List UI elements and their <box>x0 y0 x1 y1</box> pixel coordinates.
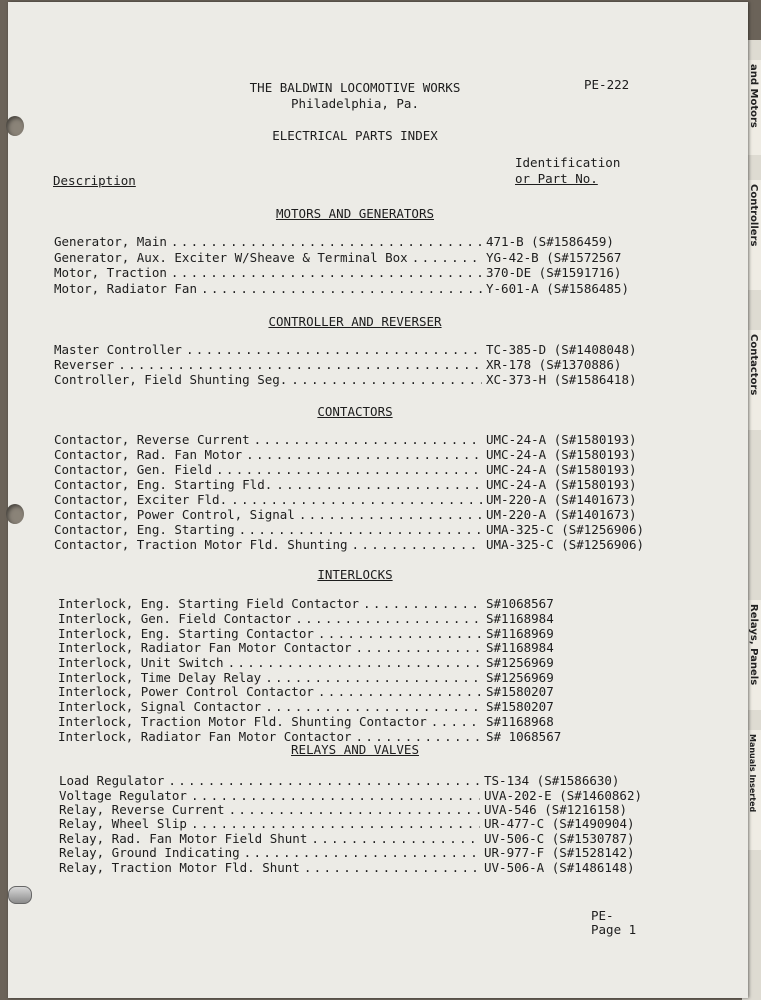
tab-label: and Motors <box>748 64 759 128</box>
list-item <box>54 357 644 372</box>
item-description: Interlock, Unit Switch <box>58 655 224 670</box>
list-item <box>54 477 644 492</box>
item-description: Relay, Reverse Current <box>59 802 225 817</box>
item-part-number: TC-385-D (S#1408048) <box>486 342 637 357</box>
item-part-number: S# 1068567 <box>486 729 562 744</box>
company-name: THE BALDWIN LOCOMOTIVE WORKS <box>249 80 461 95</box>
leader-dots <box>246 447 482 462</box>
list-item <box>59 788 642 803</box>
item-description: Interlock, Power Control Contactor <box>58 684 314 699</box>
item-part-number: S#1168968 <box>486 714 554 729</box>
item-description: Interlock, Eng. Starting Field Contactor <box>58 596 360 611</box>
item-description: Contactor, Reverse Current <box>54 432 250 447</box>
leader-dots <box>431 714 482 729</box>
item-part-number: UR-977-F (S#1528142) <box>484 845 635 860</box>
item-description: Contactor, Eng. Starting Fld. <box>54 477 273 492</box>
item-description: Relay, Ground Indicating <box>59 845 240 860</box>
item-description: Interlock, Traction Motor Fld. Shunting Contactor <box>58 714 427 729</box>
leader-dots <box>276 477 482 492</box>
section-title: INTERLOCKS <box>317 567 393 582</box>
binder-ring <box>8 886 32 904</box>
item-part-number: YG-42-B (S#1572567 <box>486 250 622 265</box>
leader-dots <box>318 626 482 641</box>
item-description: Master Controller <box>54 342 182 357</box>
list-item <box>54 537 644 552</box>
item-part-number: UM-220-A (S#1401673) <box>486 492 637 507</box>
item-part-number: UMC-24-A (S#1580193) <box>486 462 637 477</box>
item-part-number: XC-373-H (S#1586418) <box>486 372 637 387</box>
item-description: Load Regulator <box>59 773 165 788</box>
leader-dots <box>254 432 482 447</box>
list-item <box>58 714 568 729</box>
item-description: Interlock, Time Delay Relay <box>58 670 262 685</box>
item-description: Interlock, Gen. Field Contactor <box>58 611 292 626</box>
list-item <box>54 507 644 522</box>
list-item <box>58 596 568 611</box>
leader-dots <box>231 492 482 507</box>
list-item <box>54 281 644 296</box>
list-item <box>59 802 642 817</box>
leader-dots <box>118 357 482 372</box>
leader-dots <box>168 773 480 788</box>
leader-dots <box>265 670 482 685</box>
item-description: Contactor, Eng. Starting <box>54 522 235 537</box>
list-item <box>59 845 642 860</box>
leader-dots <box>229 802 480 817</box>
item-description: Interlock, Radiator Fan Motor Contactor <box>58 729 352 744</box>
item-part-number: UMA-325-C (S#1256906) <box>485 522 644 537</box>
tab-label: Controllers <box>748 184 759 247</box>
list-item <box>54 447 644 462</box>
item-description: Generator, Aux. Exciter W/Sheave & Terminal Box <box>54 250 408 265</box>
item-part-number: Y-601-A (S#1586485) <box>486 281 629 296</box>
description-header: Description <box>53 173 136 188</box>
item-part-number: UMC-24-A (S#1580193) <box>486 432 637 447</box>
list-item <box>58 655 568 670</box>
item-part-number: S#1068567 <box>486 596 554 611</box>
list-item <box>54 492 644 507</box>
list-item <box>59 860 642 875</box>
leader-dots <box>171 234 482 249</box>
list-item <box>58 670 568 685</box>
tab-label: Relays, Panels <box>748 604 759 686</box>
item-part-number: UMA-325-C (S#1256906) <box>485 537 644 552</box>
leader-dots <box>352 537 482 552</box>
item-description: Controller, Field Shunting Seg. <box>54 372 288 387</box>
item-part-number: S#1168984 <box>486 640 554 655</box>
leader-dots <box>171 265 482 280</box>
ident-header-line2: or Part No. <box>515 171 598 186</box>
list-item <box>54 250 644 265</box>
item-part-number: S#1168969 <box>486 626 554 641</box>
item-part-number: UMC-24-A (S#1580193) <box>486 447 637 462</box>
list-item <box>54 432 644 447</box>
tab-label: Contactors <box>748 334 759 396</box>
tab-label: Manuals Inserted <box>748 734 757 813</box>
leader-dots <box>295 611 482 626</box>
item-description: Relay, Traction Motor Fld. Shunt <box>59 860 300 875</box>
item-part-number: UVA-202-E (S#1460862) <box>483 788 642 803</box>
list-item <box>58 640 568 655</box>
item-part-number: XR-178 (S#1370886) <box>486 357 622 372</box>
item-description: Reverser <box>54 357 115 372</box>
item-part-number: S#1580207 <box>486 699 554 714</box>
item-description: Contactor, Rad. Fan Motor <box>54 447 243 462</box>
leader-dots <box>191 816 480 831</box>
ident-header-line1: Identification <box>515 155 621 170</box>
section-title: MOTORS AND GENERATORS <box>275 206 435 221</box>
item-part-number: S#1168984 <box>486 611 554 626</box>
item-part-number: UR-477-C (S#1490904) <box>484 816 635 831</box>
leader-dots <box>201 281 482 296</box>
footer-code: PE- <box>591 908 614 923</box>
leader-dots <box>363 596 482 611</box>
list-item <box>54 342 644 357</box>
list-item <box>59 773 642 788</box>
list-item <box>54 522 644 537</box>
doc-code: PE-222 <box>584 77 630 92</box>
item-part-number: 471-B (S#1586459) <box>486 234 614 249</box>
leader-dots <box>191 788 480 803</box>
section-title: CONTACTORS <box>317 404 393 419</box>
section-title: CONTROLLER AND REVERSER <box>268 314 442 329</box>
section-title: RELAYS AND VALVES <box>291 742 419 757</box>
leader-dots <box>311 831 480 846</box>
item-description: Interlock, Eng. Starting Contactor <box>58 626 314 641</box>
list-item <box>59 816 642 831</box>
list-item <box>59 831 642 846</box>
leader-dots <box>299 507 482 522</box>
list-item <box>58 626 568 641</box>
leader-dots <box>356 640 483 655</box>
item-description: Motor, Traction <box>54 265 167 280</box>
item-part-number: UMC-24-A (S#1580193) <box>486 477 637 492</box>
binder-hole <box>6 116 24 136</box>
item-description: Contactor, Gen. Field <box>54 462 213 477</box>
item-part-number: UV-506-A (S#1486148) <box>484 860 635 875</box>
list-item <box>58 684 568 699</box>
item-description: Contactor, Power Control, Signal <box>54 507 295 522</box>
leader-dots <box>244 845 480 860</box>
leader-dots <box>216 462 482 477</box>
company-city: Philadelphia, Pa. <box>291 96 419 111</box>
item-description: Interlock, Signal Contactor <box>58 699 262 714</box>
item-description: Contactor, Traction Motor Fld. Shunting <box>54 537 348 552</box>
binder-hole <box>6 504 24 524</box>
item-description: Relay, Rad. Fan Motor Field Shunt <box>59 831 308 846</box>
list-item <box>54 462 644 477</box>
leader-dots <box>304 860 480 875</box>
leader-dots <box>186 342 482 357</box>
leader-dots <box>412 250 482 265</box>
leader-dots <box>291 372 482 387</box>
item-description: Relay, Wheel Slip <box>59 816 187 831</box>
item-description: Motor, Radiator Fan <box>54 281 197 296</box>
item-part-number: 370-DE (S#1591716) <box>486 265 622 280</box>
item-part-number: S#1580207 <box>486 684 554 699</box>
item-part-number: TS-134 (S#1586630) <box>484 773 620 788</box>
list-item <box>54 234 644 249</box>
leader-dots <box>265 699 482 714</box>
item-part-number: UVA-546 (S#1216158) <box>484 802 627 817</box>
item-description: Voltage Regulator <box>59 788 187 803</box>
item-part-number: UV-506-C (S#1530787) <box>484 831 635 846</box>
list-item <box>54 372 644 387</box>
list-item <box>54 265 644 280</box>
item-description: Interlock, Radiator Fan Motor Contactor <box>58 640 352 655</box>
item-part-number: UM-220-A (S#1401673) <box>486 507 637 522</box>
item-part-number: S#1256969 <box>486 670 554 685</box>
item-description: Generator, Main <box>54 234 167 249</box>
item-part-number: S#1256969 <box>486 655 554 670</box>
list-item <box>58 699 568 714</box>
leader-dots <box>318 684 482 699</box>
page-title: ELECTRICAL PARTS INDEX <box>272 128 438 143</box>
list-item <box>58 611 568 626</box>
page-number: Page 1 <box>591 922 637 937</box>
item-description: Contactor, Exciter Fld. <box>54 492 228 507</box>
leader-dots <box>239 522 482 537</box>
leader-dots <box>228 655 482 670</box>
